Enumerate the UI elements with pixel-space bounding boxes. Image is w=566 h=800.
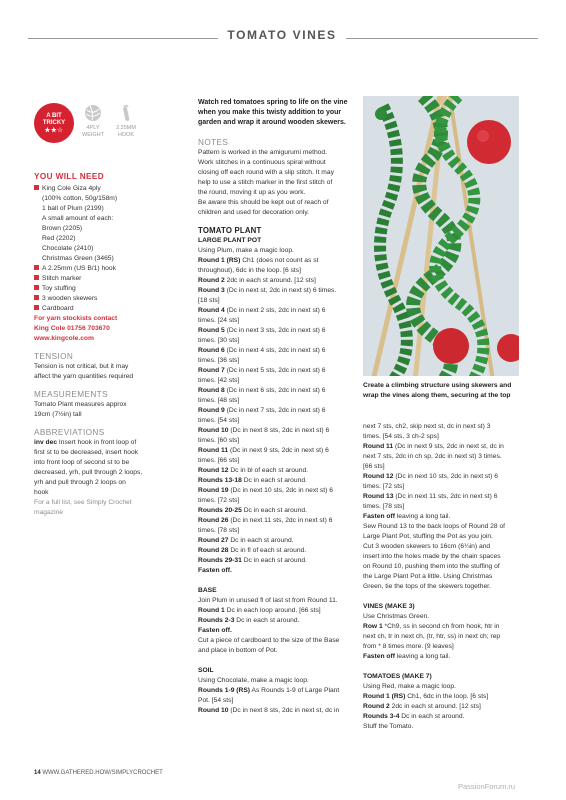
instruction-line: Row 1 *Ch9, ss in second ch from hook, htr in: [363, 623, 500, 630]
list-item: (100% cotton, 50g/158m): [42, 195, 118, 202]
instruction-line: Fasten off.: [198, 627, 232, 634]
instruction-line: Cut 3 wooden skewers to 16cm (6¼in) and: [363, 543, 491, 550]
instruction-line: times. [72 sts]: [198, 497, 240, 504]
soil-instructions: [198, 676, 358, 716]
instruction-line: Round 12 (Dc in next 10 sts, 2dc in next st) 6: [363, 473, 498, 480]
tomatoes-instructions: [363, 682, 538, 732]
instruction-line: and place in bottom of Pot.: [198, 647, 278, 654]
instruction-line: [66 sts]: [363, 463, 385, 470]
vines-heading: VINES (MAKE 3): [363, 603, 415, 610]
hook-size-spec: [112, 104, 140, 139]
crochet-vine-illustration: [363, 96, 519, 376]
tension-heading: TENSION: [34, 352, 74, 361]
caption-line: Create a climbing structure using skewers and: [363, 382, 512, 389]
list-item: Stitch marker: [34, 274, 184, 284]
tomatoes-heading: TOMATOES (MAKE 7): [363, 673, 432, 680]
yarn-weight-spec: [80, 104, 106, 139]
stockists-phone: King Cole 01756 703670: [34, 325, 110, 332]
footer-url[interactable]: WWW.GATHERED.HOW/SIMPLYCROCHET: [42, 770, 163, 776]
yarn-weight-sub: WEIGHT: [82, 132, 104, 138]
instruction-line: next 7 sts, 2dc in ch sp, 2dc in next st) 3 times.: [363, 453, 502, 460]
instruction-line: Round 1 Dc in each loop around. [66 sts]: [198, 607, 321, 614]
instruction-line: Rounds 20-25 Dc in each st around.: [198, 507, 307, 514]
instruction-line: Fasten off.: [198, 567, 232, 574]
list-item: Brown (2205): [42, 225, 83, 232]
bullet-icon: [34, 305, 39, 310]
instruction-line: times. [30 sts]: [198, 337, 240, 344]
instruction-line: Fasten off leaving a long tail.: [363, 653, 451, 660]
page-number: 14: [34, 770, 41, 776]
list-item: 3 wooden skewers: [34, 294, 184, 304]
instruction-line: the Large Plant Pot a little. Using Christmas: [363, 573, 493, 580]
full-list-note: magazine: [34, 509, 63, 516]
instruction-line: from * 8 times more. [9 leaves]: [363, 643, 454, 650]
instruction-line: help to use a stitch marker in the first stitch of: [198, 179, 333, 186]
tomato-plant-heading: TOMATO PLANT: [198, 226, 262, 235]
abbreviation-entry: yrh and pull through 2 loops on: [34, 479, 126, 486]
list-item: A small amount of each:: [42, 215, 114, 222]
instruction-line: Large Plant Pot, stuffing the Pot as you join.: [363, 533, 493, 540]
instruction-line: Round 3 (Dc in next st, 2dc in next st) 6 times.: [198, 287, 337, 294]
notes-heading: NOTES: [198, 138, 229, 147]
instruction-line: Round 4 (Dc in next 2 sts, 2dc in next st) 6: [198, 307, 326, 314]
measurements-heading: MEASUREMENTS: [34, 390, 108, 399]
instruction-line: Work stitches in a continuous spiral without: [198, 159, 326, 166]
soil-heading: SOIL: [198, 667, 214, 674]
bullet-icon: [34, 185, 39, 190]
badge-line-1: A BIT: [46, 113, 62, 119]
instruction-line: Using Plum, make a magic loop.: [198, 247, 294, 254]
instruction-line: Round 12 Dc in bl of each st around.: [198, 467, 309, 474]
large-pot-heading: LARGE PLANT POT: [198, 237, 262, 244]
crochet-hook-icon: [117, 104, 135, 122]
instruction-line: next ch, tr in next ch, (tr, htr, ss) in next ch; rep: [363, 633, 501, 640]
instruction-line: Fasten off leaving a long tail.: [363, 513, 451, 520]
instruction-line: Rounds 29-31 Dc in each st around.: [198, 557, 307, 564]
instruction-line: children and used for decoration only.: [198, 209, 310, 216]
instruction-line: times. [78 sts]: [198, 527, 240, 534]
abbreviation-entry: decreased, yrh, pull through 2 loops,: [34, 469, 143, 476]
difficulty-badge: [34, 103, 74, 143]
page-title: TOMATO VINES: [227, 28, 337, 42]
instruction-line: Round 11 (Dc in next 9 sts, 2dc in next st, dc in: [363, 443, 504, 450]
header-rule-right: [346, 38, 538, 39]
instruction-line: times. [36 sts]: [198, 357, 240, 364]
list-item: Cardboard: [34, 304, 184, 314]
tomato-vines-photo: [363, 96, 519, 376]
instruction-line: Round 10 (Dc in next 8 sts, 2dc in next st) 6: [198, 427, 330, 434]
pattern-column-2: [363, 422, 538, 732]
base-heading: BASE: [198, 587, 217, 594]
notes-text: [198, 148, 358, 218]
instruction-line: Round 11 (Dc in next 9 sts, 2dc in next st) 6: [198, 447, 329, 454]
pattern-column-1: [198, 98, 358, 716]
abbreviation-entry: first st to be decreased, insert hook: [34, 449, 139, 456]
star-rating-icon: ★★☆: [44, 127, 64, 134]
abbreviation-entry: hook: [34, 489, 49, 496]
instruction-line: the round, moving it up as you work.: [198, 189, 306, 196]
instruction-line: Round 2 2dc in each st around. [12 sts]: [198, 277, 316, 284]
instruction-line: Using Chocolate, make a magic loop.: [198, 677, 309, 684]
list-item: Red (2202): [42, 235, 76, 242]
caption-line: wrap the vines along them, securing at the top: [363, 392, 511, 399]
bullet-icon: [34, 285, 39, 290]
list-item: Chocolate (2410): [42, 245, 94, 252]
base-instructions: [198, 596, 358, 656]
measurements-text: 19cm (7½in) tall: [34, 411, 82, 418]
tension-text: affect the yarn quantities required: [34, 373, 134, 380]
full-list-note: For a full list, see Simply Crochet: [34, 499, 132, 506]
instruction-line: Round 9 (Dc in next 7 sts, 2dc in next st) 6: [198, 407, 326, 414]
instruction-line: throughout), 6dc in the loop. [6 sts]: [198, 267, 301, 274]
bullet-icon: [34, 295, 39, 300]
instruction-line: Using Red, make a magic loop.: [363, 683, 456, 690]
intro-text: Watch red tomatoes spring to life on the vine: [198, 99, 348, 106]
watermark: PassionForum.ru: [458, 782, 516, 791]
instruction-line: Stuff the Tomato.: [363, 723, 414, 730]
materials-column: [34, 172, 184, 518]
instruction-line: times. [60 sts]: [198, 437, 240, 444]
instruction-line: Round 8 (Dc in next 6 sts, 2dc in next st) 6: [198, 387, 326, 394]
instruction-line: times. [42 sts]: [198, 377, 240, 384]
instruction-line: Round 6 (Dc in next 4 sts, 2dc in next st) 6: [198, 347, 326, 354]
tension-text: Tension is not critical, but it may: [34, 363, 129, 370]
instruction-line: Round 13 (Dc in next 11 sts, 2dc in next st) 6: [363, 493, 498, 500]
instruction-line: Round 7 (Dc in next 5 sts, 2dc in next st) 6: [198, 367, 326, 374]
instruction-line: Round 28 Dc in fl of each st around.: [198, 547, 307, 554]
photo-caption: [363, 381, 533, 401]
instruction-line: Round 5 (Dc in next 3 sts, 2dc in next st) 6: [198, 327, 326, 334]
instruction-line: times. [54 sts, 3 ch-2 sps]: [363, 433, 439, 440]
instruction-line: Cut a piece of cardboard to the size of the Base: [198, 637, 340, 644]
instruction-line: Round 1 (RS) Ch1, 6dc in the loop. [6 sts]: [363, 693, 489, 700]
instruction-line: Round 1 (RS) Ch1 (does not count as st: [198, 257, 319, 264]
bullet-icon: [34, 275, 39, 280]
hook-size-sub: HOOK: [117, 132, 135, 138]
intro-text: when you make this twisty addition to your: [198, 109, 342, 116]
instruction-line: Be aware this should be kept out of reach of: [198, 199, 329, 206]
yarn-weight-label: 4PLY: [86, 125, 100, 131]
measurements-text: Tomato Plant measures approx: [34, 401, 127, 408]
instruction-line: insert into the holes made by the chain spaces: [363, 553, 501, 560]
stockists-line: For yarn stockists contact: [34, 315, 118, 322]
abbreviations-heading: ABBREVIATIONS: [34, 428, 105, 437]
badge-line-2: TRICKY: [42, 120, 66, 126]
instruction-line: Rounds 1-9 (RS) As Rounds 1-9 of Large Plant: [198, 687, 340, 694]
instruction-line: Round 19 (Dc in next 10 sts, 2dc in next st) 6: [198, 487, 333, 494]
instruction-line: Rounds 3-4 Dc in each st around.: [363, 713, 465, 720]
vines-instructions: [363, 612, 538, 662]
instruction-line: times. [54 sts]: [198, 417, 240, 424]
instruction-line: times. [72 sts]: [363, 483, 405, 490]
instruction-line: Rounds 13-18 Dc in each st around.: [198, 477, 307, 484]
list-item: A 2.25mm (US B/1) hook: [34, 264, 184, 274]
instruction-line: Pattern is worked in the amigurumi method.: [198, 149, 327, 156]
list-item: King Cole Giza 4ply: [34, 184, 184, 194]
you-will-need-heading: YOU WILL NEED: [34, 172, 105, 181]
instruction-line: Rounds 2-3 Dc in each st around.: [198, 617, 300, 624]
list-item: 1 ball of Plum (2199): [42, 205, 104, 212]
abbreviation-entry: inv dec Insert hook in front loop of: [34, 439, 137, 446]
instruction-line: [18 sts]: [198, 297, 220, 304]
instruction-line: times. [78 sts]: [363, 503, 405, 510]
instruction-line: times. [66 sts]: [198, 457, 240, 464]
instruction-line: Round 10 (Dc in next 8 sts, 2dc in next st, dc in: [198, 707, 340, 714]
abbreviation-entry: into front loop of second st to be: [34, 459, 130, 466]
header-rule-left: [28, 38, 218, 39]
instruction-line: closing off each round with a slip stitch. It may: [198, 169, 334, 176]
instruction-line: times. [48 sts]: [198, 397, 240, 404]
instruction-line: Join Plum in unused fl of last st from Round 11.: [198, 597, 338, 604]
instruction-line: Use Christmas Green.: [363, 613, 430, 620]
instruction-line: Pot. [54 sts]: [198, 697, 234, 704]
instruction-line: Round 27 Dc in each st around.: [198, 537, 294, 544]
instruction-line: Round 26 (Dc in next 11 sts, 2dc in next st) 6: [198, 517, 333, 524]
instruction-line: Green, tie the tops of the skewers together.: [363, 583, 491, 590]
hook-size-label: 2.25MM: [116, 125, 136, 131]
stockists-link[interactable]: www.kingcole.com: [34, 335, 94, 342]
soil-instructions-continued: [363, 422, 538, 592]
instruction-line: Sew Round 13 to the back loops of Round 28 of: [363, 523, 506, 530]
instruction-line: Round 2 2dc in each st around. [12 sts]: [363, 703, 481, 710]
page-footer: [34, 770, 163, 776]
large-pot-instructions: [198, 246, 358, 576]
instruction-line: times. [24 sts]: [198, 317, 240, 324]
intro-text: garden and wrap it around wooden skewers.: [198, 119, 346, 126]
instruction-line: on Round 10, pushing them into the stuffing of: [363, 563, 500, 570]
bullet-icon: [34, 265, 39, 270]
list-item: Christmas Green (3465): [42, 255, 114, 262]
instruction-line: next 7 sts, ch2, skip next st, dc in next st) 3: [363, 423, 491, 430]
yarn-ball-icon: [84, 104, 102, 122]
list-item: Toy stuffing: [34, 284, 184, 294]
